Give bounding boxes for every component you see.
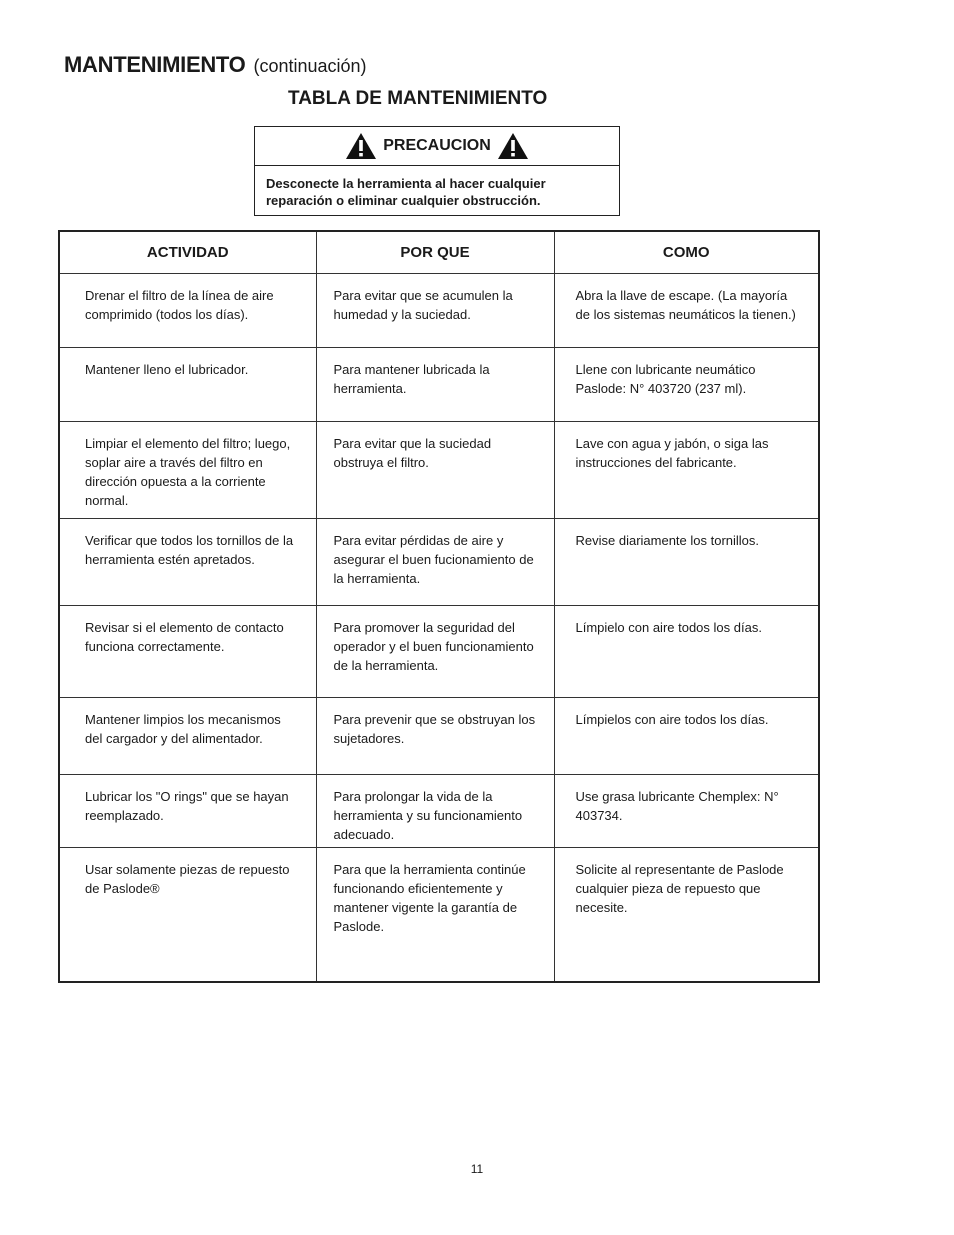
table-row — [59, 422, 819, 519]
table-row — [59, 606, 819, 698]
reason-cell: Para que la herramienta continúe funcionando eficientemente y mantener vigente la garantía de Paslode. — [316, 848, 554, 982]
method-cell: Revise diariamente los tornillos. — [554, 519, 819, 606]
method-cell: Límpielo con aire todos los días. — [554, 606, 819, 698]
reason-cell: Para prolongar la vida de la herramienta y su funcionamiento adecuado. — [316, 775, 554, 848]
table-row — [59, 848, 819, 982]
reason-cell: Para promover la seguridad del operador y el buen funcionamiento de la herramienta. — [316, 606, 554, 698]
activity-cell: Limpiar el elemento del filtro; luego, soplar aire a través del filtro en dirección opuesta a la corriente normal. — [59, 422, 316, 519]
caution-text: Desconecte la herramienta al hacer cualquier reparación o eliminar cualquier obstrucción. — [266, 176, 546, 208]
activity-cell: Mantener lleno el lubricador. — [59, 348, 316, 422]
reason-cell: Para mantener lubricada la herramienta. — [316, 348, 554, 422]
activity-cell: Revisar si el elemento de contacto funciona correctamente. — [59, 606, 316, 698]
caution-box — [254, 126, 620, 216]
reason-cell: Para evitar que se acumulen la humedad y la suciedad. — [316, 274, 554, 348]
page-number: 11 — [470, 1162, 484, 1176]
warning-triangle-icon — [497, 132, 529, 160]
reason-cell: Para prevenir que se obstruyan los sujetadores. — [316, 698, 554, 775]
section-title — [64, 52, 367, 78]
activity-cell: Lubricar los "O rings" que se hayan reemplazado. — [59, 775, 316, 848]
activity-cell: Mantener limpios los mecanismos del cargador y del alimentador. — [59, 698, 316, 775]
method-cell: Lave con agua y jabón, o siga las instrucciones del fabricante. — [554, 422, 819, 519]
method-cell: Abra la llave de escape. (La mayoría de los sistemas neumáticos la tienen.) — [554, 274, 819, 348]
table-row — [59, 519, 819, 606]
reason-cell: Para evitar pérdidas de aire y asegurar el buen fucionamiento de la herramienta. — [316, 519, 554, 606]
activity-cell: Drenar el filtro de la línea de aire comprimido (todos los días). — [59, 274, 316, 348]
section-title-main: MANTENIMIENTO — [64, 52, 246, 77]
column-header-como: COMO — [554, 231, 819, 274]
table-row — [59, 348, 819, 422]
method-cell: Use grasa lubricante Chemplex: N° 403734. — [554, 775, 819, 848]
method-cell: Límpielos con aire todos los días. — [554, 698, 819, 775]
column-header-por-que: POR QUE — [316, 231, 554, 274]
activity-cell: Usar solamente piezas de repuesto de Paslode® — [59, 848, 316, 982]
caution-label: PRECAUCION — [383, 137, 491, 154]
table-title: TABLA DE MANTENIMIENTO — [288, 88, 548, 109]
activity-cell: Verificar que todos los tornillos de la herramienta estén apretados. — [59, 519, 316, 606]
table-row — [59, 698, 819, 775]
warning-triangle-icon — [345, 132, 377, 160]
section-title-continuation: (continuación) — [253, 56, 367, 76]
method-cell: Llene con lubricante neumático Paslode: N° 403720 (237 ml). — [554, 348, 819, 422]
table-row — [59, 274, 819, 348]
table-header-row — [59, 231, 819, 274]
column-header-actividad: ACTIVIDAD — [59, 231, 316, 274]
reason-cell: Para evitar que la suciedad obstruya el filtro. — [316, 422, 554, 519]
method-cell: Solicite al representante de Paslode cualquier pieza de repuesto que necesite. — [554, 848, 819, 982]
caution-header — [255, 127, 619, 166]
maintenance-table — [58, 230, 820, 983]
table-row — [59, 775, 819, 848]
